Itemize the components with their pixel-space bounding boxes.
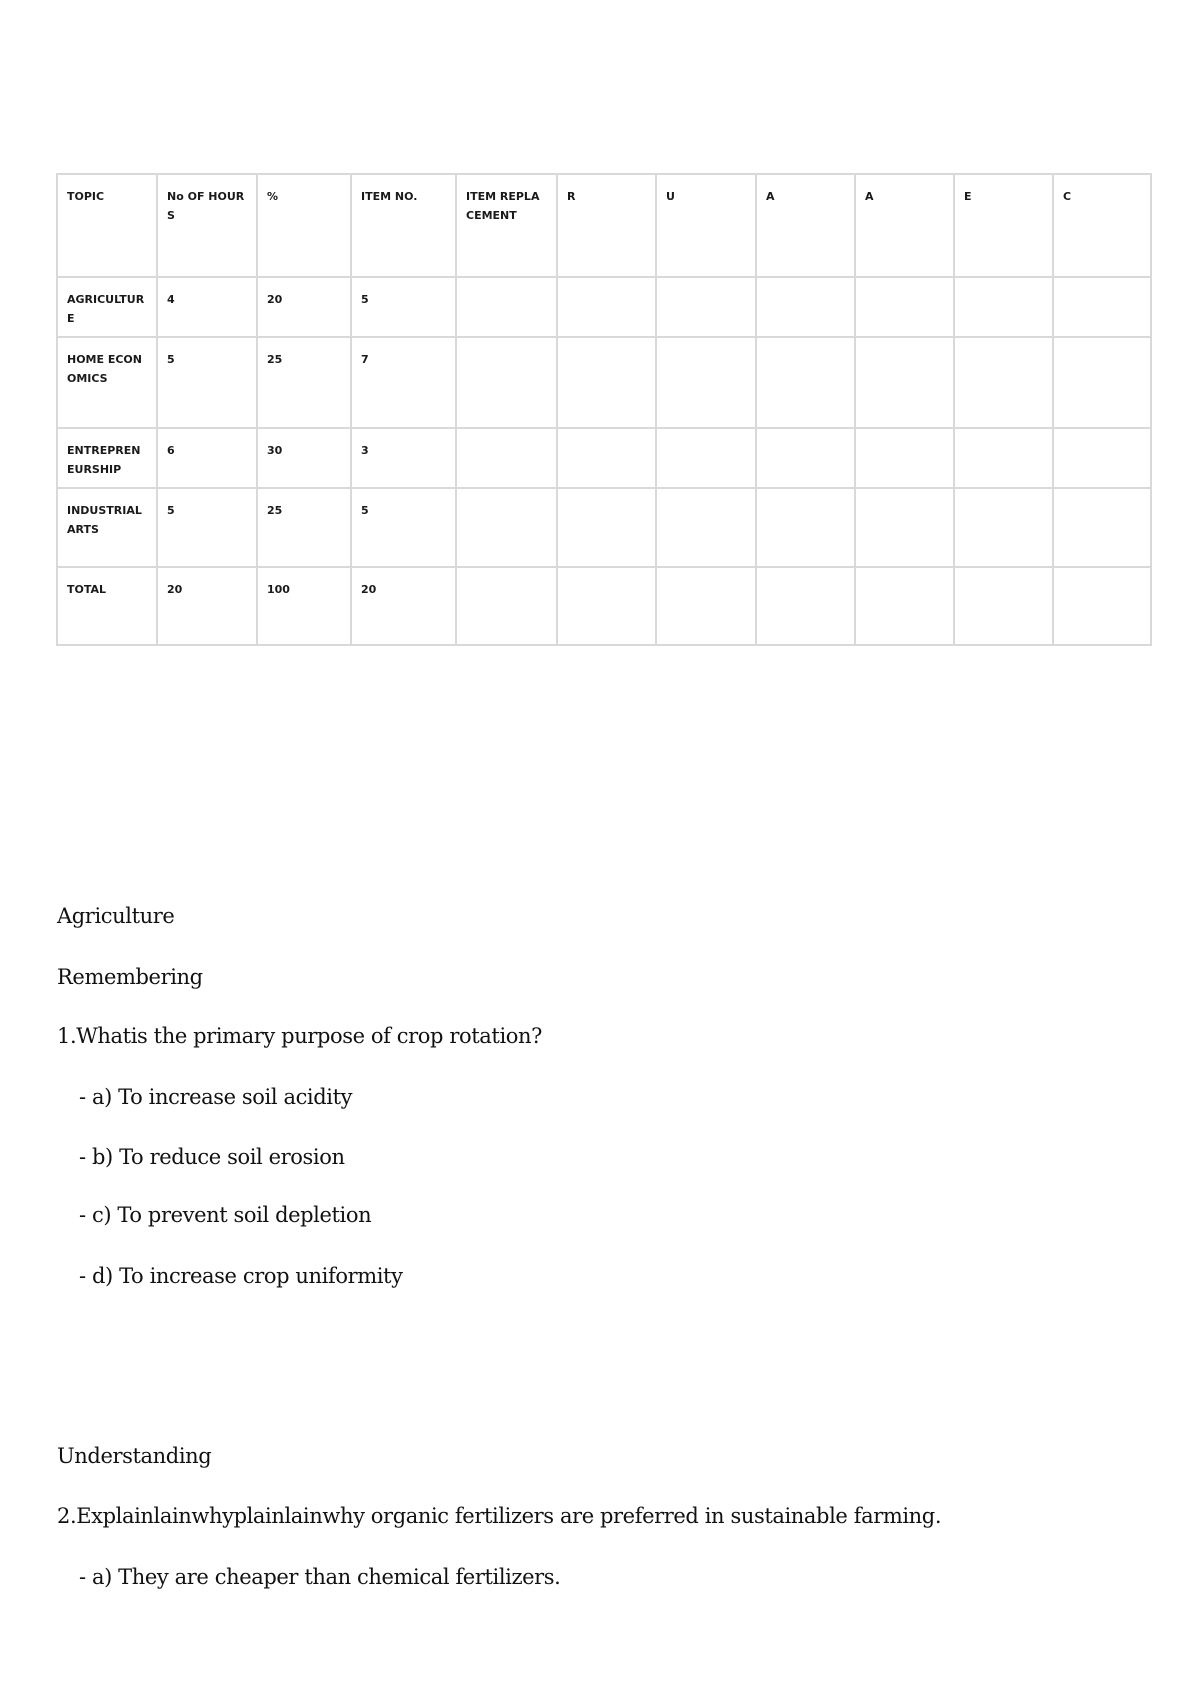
table-cell [855,277,954,337]
table-of-specifications [56,173,1152,646]
table-cell [456,488,557,567]
table-cell [1053,337,1151,428]
question-1-option-a: - a) To increase soil acidity [79,1085,353,1109]
table-cell: 5 [351,488,456,567]
table-cell: 7 [351,337,456,428]
header-topic: TOPIC [57,174,157,277]
table-cell: 20 [257,277,351,337]
table-cell [1053,488,1151,567]
table-cell [557,277,656,337]
table-cell [756,277,855,337]
table-cell: 20 [351,567,456,645]
table-row [57,567,1151,645]
table-cell [855,488,954,567]
table-cell: AGRICULTURE [57,277,157,337]
question-1: 1.Whatis the primary purpose of crop rotation? [57,1024,542,1048]
table-cell [855,567,954,645]
table-cell [656,337,756,428]
table-cell: 5 [157,488,257,567]
header-understanding: U [656,174,756,277]
section-title: Agriculture [57,904,175,928]
table-cell [756,428,855,488]
remembering-heading: Remembering [57,965,203,989]
table-cell [1053,428,1151,488]
table-cell: INDUSTRIAL ARTS [57,488,157,567]
table-cell: 5 [157,337,257,428]
table-cell [954,277,1053,337]
table-cell: 25 [257,337,351,428]
table-cell: 20 [157,567,257,645]
table-cell: TOTAL [57,567,157,645]
table-cell [656,488,756,567]
table-cell: 3 [351,428,456,488]
header-no-of-hours: No OF HOURS [157,174,257,277]
table-cell [1053,567,1151,645]
table-row [57,428,1151,488]
table-cell [656,277,756,337]
table-cell [557,567,656,645]
header-item-no: ITEM NO. [351,174,456,277]
table-cell [656,567,756,645]
question-1-option-b: - b) To reduce soil erosion [79,1145,345,1169]
table-cell [954,428,1053,488]
question-1-option-c: - c) To prevent soil depletion [79,1203,372,1227]
table-header-row [57,174,1151,277]
question-2-option-a: - a) They are cheaper than chemical fertilizers. [79,1565,561,1589]
table-row [57,277,1151,337]
table-cell [855,428,954,488]
table-cell [756,337,855,428]
table-cell [557,488,656,567]
understanding-heading: Understanding [57,1444,212,1468]
table-cell [456,277,557,337]
table-cell [557,337,656,428]
table-cell: ENTREPRENEURSHIP [57,428,157,488]
table-cell [557,428,656,488]
question-2: 2.Explainlainwhyplainlainwhy organic fertilizers are preferred in sustainable farming. [57,1504,942,1528]
table-cell [954,488,1053,567]
table-cell: 30 [257,428,351,488]
table-cell [456,337,557,428]
header-percent: % [257,174,351,277]
header-applying: A [756,174,855,277]
table-cell: 100 [257,567,351,645]
header-evaluating: E [954,174,1053,277]
header-creating: C [1053,174,1151,277]
table-cell [1053,277,1151,337]
question-1-option-d: - d) To increase crop uniformity [79,1264,403,1288]
table-cell [756,488,855,567]
table-cell [456,567,557,645]
table-cell [855,337,954,428]
table-cell [656,428,756,488]
table-cell: 6 [157,428,257,488]
header-analyzing: A [855,174,954,277]
table-row [57,488,1151,567]
header-item-replacement: ITEM REPLACEMENT [456,174,557,277]
table-cell [456,428,557,488]
table-cell: 4 [157,277,257,337]
table-cell [954,567,1053,645]
table-row [57,337,1151,428]
table-cell: 25 [257,488,351,567]
table-cell [756,567,855,645]
table-cell [954,337,1053,428]
table-cell: HOME ECONOMICS [57,337,157,428]
header-remembering: R [557,174,656,277]
table-cell: 5 [351,277,456,337]
